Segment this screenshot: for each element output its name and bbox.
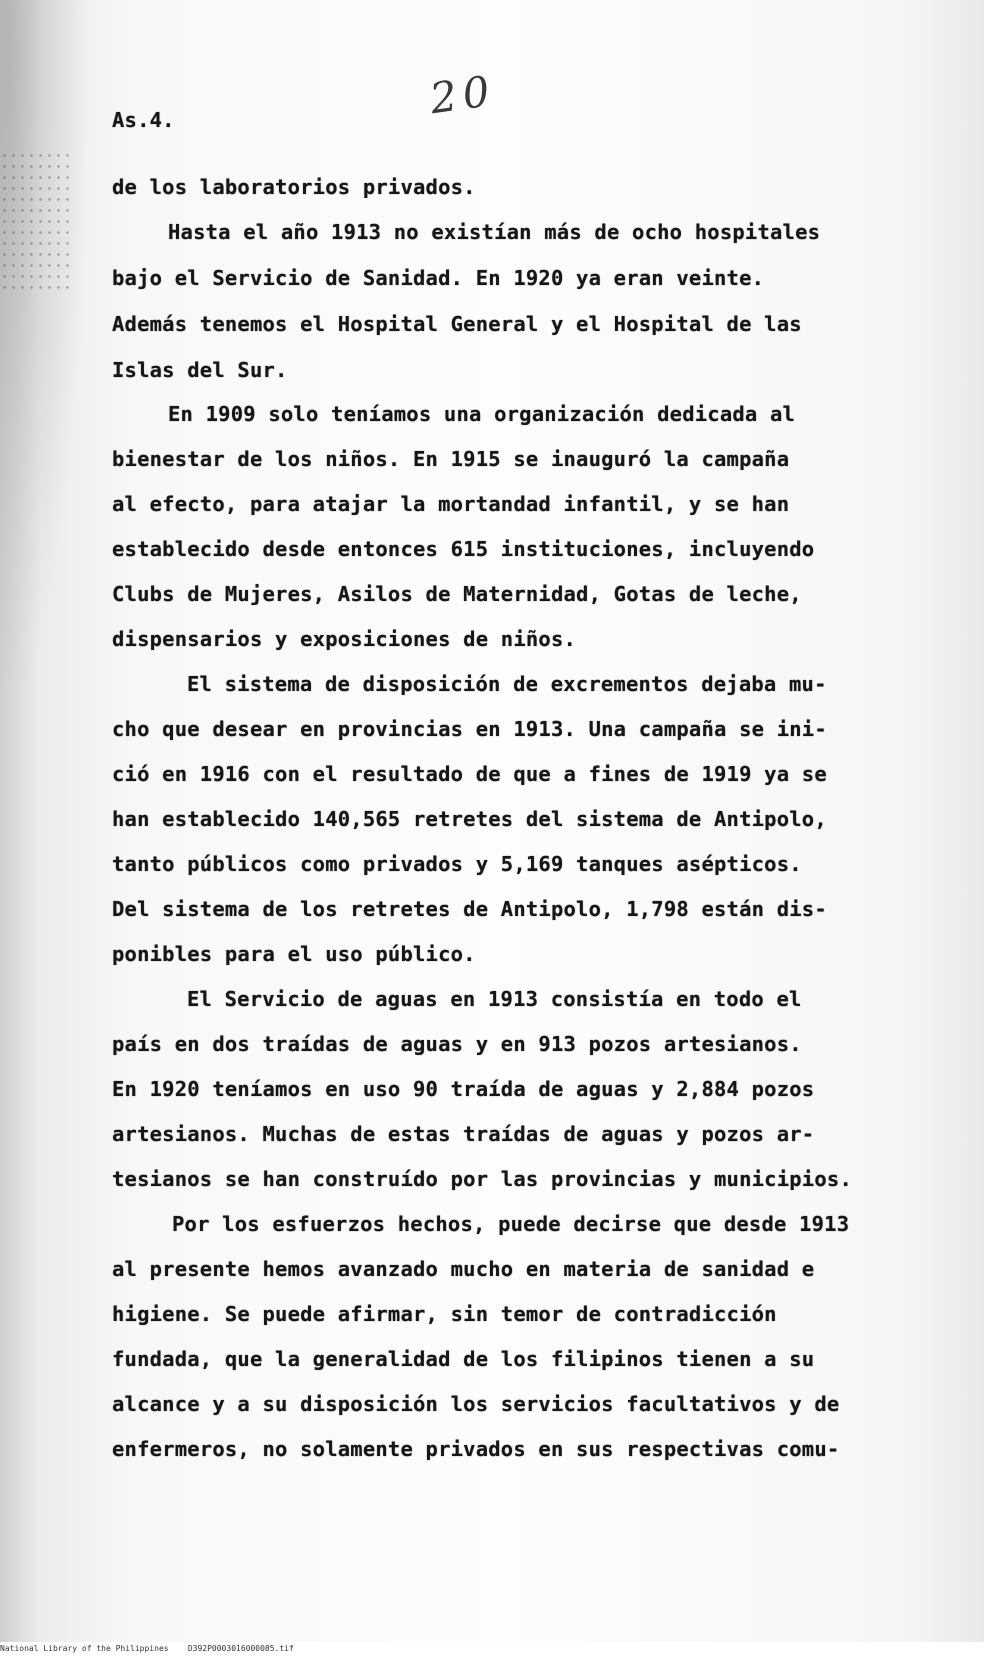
- text-line-24: Por los esfuerzos hechos, puede decirse que desde 1913: [172, 1212, 850, 1236]
- text-line-12: El sistema de disposición de excrementos dejaba mu-: [187, 672, 827, 696]
- handwritten-page-number: 20: [426, 65, 499, 124]
- scan-footer: National Library of the Philippines D392P0003016000085.tif: [0, 1644, 294, 1653]
- text-line-3: bajo el Servicio de Sanidad. En 1920 ya eran veinte.: [112, 266, 765, 290]
- text-line-25: al presente hemos avanzado mucho en materia de sanidad e: [112, 1257, 815, 1281]
- text-line-29: enfermeros, no solamente privados en sus respectivas comu-: [112, 1437, 840, 1461]
- text-line-27: fundada, que la generalidad de los filipinos tienen a su: [112, 1347, 815, 1371]
- text-line-18: ponibles para el uso público.: [112, 942, 476, 966]
- text-line-9: establecido desde entonces 615 instituciones, incluyendo: [112, 537, 815, 561]
- text-line-4: Además tenemos el Hospital General y el Hospital de las: [112, 312, 802, 336]
- page-edge-shadow: [0, 0, 90, 700]
- text-line-8: al efecto, para atajar la mortandad infantil, y se han: [112, 492, 790, 516]
- text-line-21: En 1920 teníamos en uso 90 traída de aguas y 2,884 pozos: [112, 1077, 815, 1101]
- text-line-5: Islas del Sur.: [112, 358, 288, 382]
- text-line-6: En 1909 solo teníamos una organización dedicada al: [168, 402, 796, 426]
- text-line-1: de los laboratorios privados.: [112, 175, 476, 199]
- text-line-28: alcance y a su disposición los servicios facultativos y de: [112, 1392, 840, 1416]
- text-line-19: El Servicio de aguas en 1913 consistía en todo el: [187, 987, 802, 1011]
- page-ref-heading: As.4.: [112, 108, 175, 132]
- text-line-23: tesianos se han construído por las provincias y municipios.: [112, 1167, 852, 1191]
- text-line-2: Hasta el año 1913 no existían más de ocho hospitales: [168, 220, 821, 244]
- text-line-20: país en dos traídas de aguas y en 913 pozos artesianos.: [112, 1032, 802, 1056]
- text-line-17: Del sistema de los retretes de Antipolo, 1,798 están dis-: [112, 897, 827, 921]
- text-line-7: bienestar de los niños. En 1915 se inauguró la campaña: [112, 447, 790, 471]
- binding-holes: [0, 150, 70, 290]
- text-line-22: artesianos. Muchas de estas traídas de aguas y pozos ar-: [112, 1122, 815, 1146]
- text-line-16: tanto públicos como privados y 5,169 tanques asépticos.: [112, 852, 802, 876]
- text-line-15: han establecido 140,565 retretes del sistema de Antipolo,: [112, 807, 827, 831]
- text-line-13: cho que desear en provincias en 1913. Una campaña se ini-: [112, 717, 827, 741]
- text-line-26: higiene. Se puede afirmar, sin temor de contradicción: [112, 1302, 777, 1326]
- text-line-11: dispensarios y exposiciones de niños.: [112, 627, 577, 651]
- text-line-14: ció en 1916 con el resultado de que a fines de 1919 ya se: [112, 762, 827, 786]
- text-line-10: Clubs de Mujeres, Asilos de Maternidad, Gotas de leche,: [112, 582, 802, 606]
